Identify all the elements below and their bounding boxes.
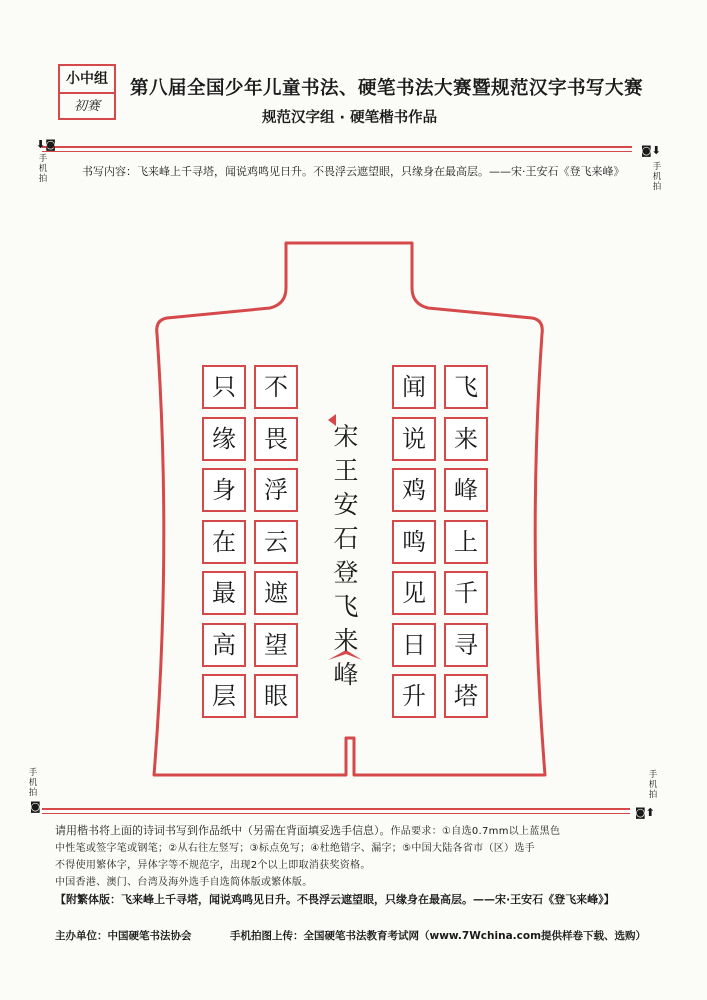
bottom-divider-thin bbox=[42, 813, 630, 814]
poem-title-char: 安 bbox=[333, 490, 359, 519]
bottom-divider bbox=[42, 808, 630, 810]
poem-cell: 高 bbox=[202, 623, 246, 667]
poem-cell: 遮 bbox=[254, 571, 298, 615]
upload-info: 手机拍图上传：全国硬笔书法教育考试网（www.7Wchina.com提供样卷下载、选购） bbox=[230, 930, 647, 942]
poem-cell: 日 bbox=[392, 623, 436, 667]
instructions-lead: 请用楷书将上面的诗词书写到作品纸中（另需在背面填妥选手信息）。 bbox=[55, 824, 391, 837]
instructions-req2: 中性笔或签字笔或钢笔；②从右往左竖写；③标点免写；④杜绝错字、漏字；⑤中国大陆各省市（区）选手 bbox=[55, 843, 535, 854]
stage-label: 初赛 bbox=[73, 99, 100, 114]
poem-title-vertical bbox=[329, 420, 363, 692]
poem-cell: 只 bbox=[202, 365, 246, 409]
poem-cell: 身 bbox=[202, 468, 246, 512]
instructions-req1: 作品要求：①自选0.7mm以上蓝黑色 bbox=[390, 826, 561, 837]
content-line: 书写内容：飞来峰上千寻塔，闻说鸡鸣见日升。不畏浮云遮望眼，只缘身在最高层。——宋·王安石《登飞来峰》 bbox=[82, 165, 625, 178]
poem-cell: 峰 bbox=[444, 468, 488, 512]
side-label-right-bottom: 手机拍 bbox=[648, 770, 658, 800]
poem-title-char: 来 bbox=[333, 626, 359, 655]
poem-cell: 来 bbox=[444, 417, 488, 461]
side-label-right-top: 手机拍 bbox=[652, 162, 662, 192]
poem-cell: 升 bbox=[392, 674, 436, 718]
poem-title-char: 峰 bbox=[333, 660, 359, 689]
instructions bbox=[55, 822, 655, 908]
poem-title-char: 宋 bbox=[333, 422, 359, 451]
side-label-left-bottom: 手机拍 bbox=[28, 768, 38, 798]
poem-cell: 飞 bbox=[444, 365, 488, 409]
camera-mark-icon: ⬇◙ bbox=[36, 138, 56, 151]
poem-title-char: 飞 bbox=[333, 592, 359, 621]
camera-mark-icon: ◙⬆ bbox=[635, 806, 655, 819]
poem-cell: 望 bbox=[254, 623, 298, 667]
poem-cell: 最 bbox=[202, 571, 246, 615]
poem-cell: 千 bbox=[444, 571, 488, 615]
traditional-version: 【附繁体版：飞来峰上千寻塔，闻说鸡鸣见日升。不畏浮云遮望眼，只缘身在最高层。——宋·王安石《登飞来峰》】 bbox=[55, 893, 615, 906]
poem-cell: 寻 bbox=[444, 623, 488, 667]
instructions-req4: 中国香港、澳门、台湾及海外选手自选简体版或繁体版。 bbox=[55, 877, 313, 888]
poem-cell: 云 bbox=[254, 520, 298, 564]
poem-title-char: 王 bbox=[333, 456, 359, 485]
organizer: 主办单位：中国硬笔书法协会 bbox=[55, 930, 192, 942]
poem-cell: 见 bbox=[392, 571, 436, 615]
poem-cell: 层 bbox=[202, 674, 246, 718]
poem-title-char: 登 bbox=[333, 558, 359, 587]
camera-mark-icon: ◙ bbox=[30, 800, 41, 813]
poem-cell: 鸡 bbox=[392, 468, 436, 512]
group-label: 小中组 bbox=[60, 66, 114, 94]
poem-cell: 上 bbox=[444, 520, 488, 564]
page-subtitle: 规范汉字组 · 硬笔楷书作品 bbox=[262, 110, 438, 126]
poem-cell: 说 bbox=[392, 417, 436, 461]
poem-cell: 畏 bbox=[254, 417, 298, 461]
poem-cell: 在 bbox=[202, 520, 246, 564]
page-title: 第八届全国少年儿童书法、硬笔书法大赛暨规范汉字书写大赛 bbox=[130, 78, 644, 99]
poem-title-char: 石 bbox=[333, 524, 359, 553]
instructions-req3: 不得使用繁体字，异体字等不规范字，出现2个以上即取消获奖资格。 bbox=[55, 860, 371, 871]
poem-cell: 缘 bbox=[202, 417, 246, 461]
poem-cell: 鸣 bbox=[392, 520, 436, 564]
poem-cell: 不 bbox=[254, 365, 298, 409]
poem-cell: 眼 bbox=[254, 674, 298, 718]
poem-cell: 塔 bbox=[444, 674, 488, 718]
camera-mark-icon: ◙⬇ bbox=[641, 144, 661, 157]
poem-cell: 浮 bbox=[254, 468, 298, 512]
side-label-left-top: 手机拍 bbox=[38, 154, 48, 184]
poem-cell: 闻 bbox=[392, 365, 436, 409]
